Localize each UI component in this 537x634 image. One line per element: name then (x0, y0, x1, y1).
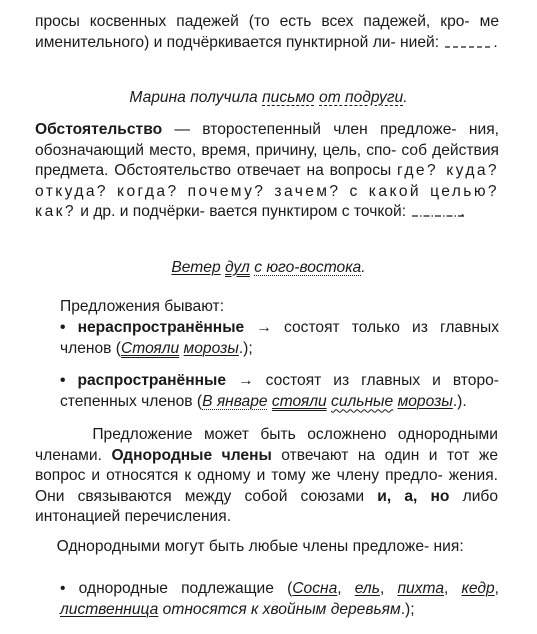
paragraph-indirect-cases: просы косвенных падежей (то есть всех падежей, кро- ме именительного) и подчёркивается пунктирной ли- нией: . (35, 13, 499, 51)
term-extended: распространённые (77, 372, 227, 389)
example-predicate: стояли (271, 392, 327, 410)
paragraph-text: просы косвенных падежей (то есть всех падежей, кро- ме именительного) и подчёркивается пунктирной ли- нией: (35, 13, 499, 51)
example-sentence-2: Ветер дул с юго-востока. (171, 259, 366, 276)
example-sentence-1: Марина получила письмо от подруги. (129, 89, 408, 106)
example-subject: лиственница (60, 600, 159, 618)
example-predicate: дул (224, 259, 250, 276)
example-attribute: сильные (331, 392, 394, 410)
example-subject: морозы (183, 339, 239, 357)
adverbial-questions: где? куда? откуда? когда? почему? зачем? с какой целью? как? (35, 162, 500, 220)
example-subject: морозы (397, 392, 453, 410)
example-object: письмо (262, 89, 315, 106)
example-subject: ель (354, 580, 380, 597)
example-predicate: Стояли (121, 339, 180, 357)
example-adverbial: В январе (202, 392, 268, 410)
example-subject: кедр (461, 580, 495, 597)
example-object-2: от подруги (319, 89, 404, 106)
example-subject: пихта (397, 580, 444, 597)
paragraph-adverbial: Обстоятельство — второстепенный член предложе- ния, обозначающий место, время, причину, цель, спо- соб действия предмета. Обстоятельство отвечает на вопросы где? куда? откуда? когда? почему? зачем? с какой целью? как? и др. и подчёрки- вается пунктиром с точкой: . (35, 121, 500, 220)
paragraph-any-members: Однородными могут быть любые члены предложе- ния: (56, 538, 464, 555)
paragraph-sentence-types: Предложения бывают: (60, 298, 225, 315)
term-homogeneous: Однородные члены (111, 446, 272, 464)
list-item-unextended: • нераспространённые → состоят только из главных членов (Стояли морозы.); (60, 319, 499, 357)
term-adverbial: Обстоятельство (35, 121, 163, 138)
conjunctions: и, а, но (377, 487, 450, 505)
example-subject: Сосна (292, 580, 338, 597)
list-item-extended: • распространённые → состоят из главных и второ- степенных членов (В январе стояли сильные морозы.). (60, 372, 499, 410)
dashed-underline-symbol (443, 37, 493, 47)
term-unextended: нераспространённые (77, 319, 245, 336)
paragraph-homogeneous: Предложение может быть осложнено однородными членами. Однородные члены отвечают на один и тот же вопрос и относятся к одному и тому же члену предло- жения. Они связываются между собой союзами и, а, но либо интонацией перечисления. (35, 426, 499, 525)
example-rest: относятся к хвойным деревьям (162, 600, 401, 618)
dash-dot-underline-symbol (410, 206, 460, 216)
example-adverbial: с юго-востока (254, 259, 362, 276)
list-item-homogeneous-subjects: • однородные подлежащие (Сосна, ель, пихта, кедр, лиственница относятся к хвойным деревьям.); (60, 580, 500, 618)
example-subject: Ветер (171, 259, 221, 276)
